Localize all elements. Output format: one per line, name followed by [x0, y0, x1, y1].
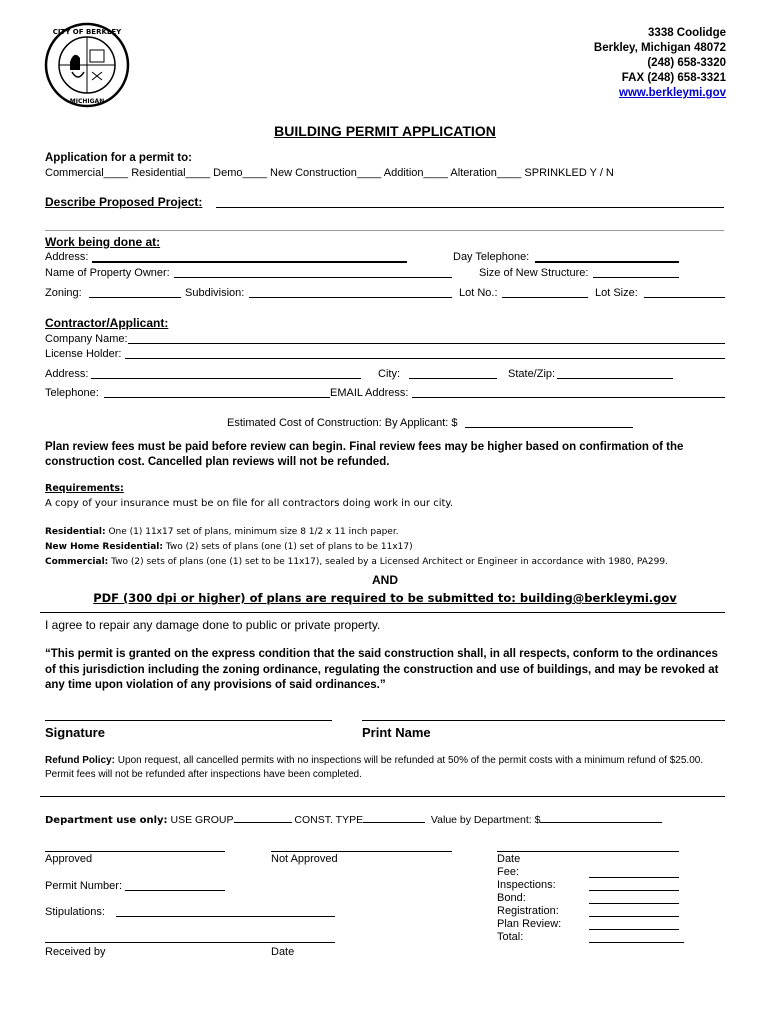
received-by-label: Received by	[45, 946, 106, 958]
refund-label: Refund Policy:	[45, 755, 116, 766]
right-date-label: Date	[497, 853, 521, 865]
email-field[interactable]	[412, 397, 725, 398]
new-home-requirement	[45, 542, 413, 552]
requirements-heading: Requirements:	[45, 483, 124, 494]
subdivision-label: Subdivision:	[185, 287, 245, 299]
department-row	[45, 812, 662, 826]
plan-review-field[interactable]	[589, 929, 679, 930]
company-label: Company Name:	[45, 333, 128, 345]
day-phone-label: Day Telephone:	[453, 251, 530, 263]
const-type-field[interactable]	[363, 812, 425, 823]
approved-label: Approved	[45, 853, 93, 865]
bond-label: Bond:	[497, 892, 526, 904]
refund-policy	[45, 754, 725, 782]
residential-label: Residential:	[45, 527, 106, 537]
and-separator: AND	[372, 573, 398, 587]
lot-size-field[interactable]	[644, 297, 725, 298]
value-label: Value by Department: $	[430, 814, 541, 826]
inspections-label: Inspections:	[497, 879, 556, 891]
signature-label: Signature	[45, 725, 105, 740]
permit-number-label: Permit Number:	[45, 880, 123, 892]
registration-field[interactable]	[589, 916, 679, 917]
not-approved-line[interactable]	[271, 851, 452, 852]
work-heading: Work being done at:	[45, 235, 161, 249]
received-date-label: Date	[271, 946, 295, 958]
zoning-field[interactable]	[89, 297, 181, 298]
insurance-requirement: A copy of your insurance must be on file for all contractors doing work in our city.	[45, 498, 454, 509]
fax-number: FAX (248) 658-3321	[621, 72, 726, 84]
work-address-label: Address:	[45, 251, 89, 263]
street-address: 3338 Coolidge	[648, 27, 726, 39]
approved-line[interactable]	[45, 851, 225, 852]
department-divider	[40, 796, 725, 797]
city-label: City:	[378, 368, 400, 380]
stipulations-field[interactable]	[116, 916, 335, 917]
city-state-zip: Berkley, Michigan 48072	[593, 42, 726, 54]
day-phone-field[interactable]	[535, 261, 679, 263]
permit-condition: “This permit is granted on the express condition that the said construction shall, in all respects, conform to the ordinances of this jurisdiction including the zoning ordinance, regulating the construction and use of buildings, and may be revoked at any time upon violation of any provisions of said ordinances.”	[45, 648, 719, 691]
residential-text: One (1) 11x17 set of plans, minimum size 8 1/2 x 11 inch paper.	[105, 527, 399, 537]
inspections-field[interactable]	[589, 890, 679, 891]
requirements-divider	[40, 612, 725, 613]
fee-field[interactable]	[589, 877, 679, 878]
residential-requirement	[45, 527, 399, 537]
svg-text:MICHIGAN: MICHIGAN	[69, 98, 105, 105]
work-address-field[interactable]	[92, 261, 407, 263]
plan-review-label: Plan Review:	[497, 918, 562, 930]
lot-size-label: Lot Size:	[595, 287, 638, 299]
value-field[interactable]	[540, 812, 662, 823]
city-seal	[44, 22, 130, 108]
structure-size-label: Size of New Structure:	[479, 267, 589, 279]
fees-notice: Plan review fees must be paid before review can begin. Final review fees may be higher based on confirmation of the construction cost. Cancelled plan reviews will not be refunded.	[45, 441, 684, 468]
page-title: BUILDING PERMIT APPLICATION	[274, 123, 496, 139]
telephone-label: Telephone:	[45, 387, 99, 399]
lot-no-label: Lot No.:	[459, 287, 498, 299]
zoning-label: Zoning:	[45, 287, 82, 299]
permit-types-options[interactable]: Commercial____ Residential____ Demo____ New Construction____ Addition____ Alteration____ SPRINKLED Y / N	[45, 167, 614, 179]
owner-field[interactable]	[174, 277, 452, 278]
total-field[interactable]	[589, 942, 684, 943]
license-field[interactable]	[125, 358, 725, 359]
department-label: Department use only:	[45, 815, 168, 826]
stipulations-label: Stipulations:	[45, 906, 105, 918]
svg-text:CITY OF BERKLEY: CITY OF BERKLEY	[52, 28, 122, 36]
contractor-address-label: Address:	[45, 368, 89, 380]
date-line[interactable]	[497, 851, 679, 852]
print-name-label: Print Name	[362, 725, 431, 740]
commercial-text: Two (2) sets of plans (one (1) set to be 11x17), sealed by a Licensed Architect or Engineer in accordance with 1980, PA299.	[108, 557, 668, 567]
header-address	[594, 26, 726, 101]
describe-project-field-2[interactable]	[45, 230, 724, 231]
owner-label: Name of Property Owner:	[45, 267, 170, 279]
estimated-cost-label: Estimated Cost of Construction: By Applicant: $	[227, 417, 458, 429]
registration-label: Registration:	[497, 905, 559, 917]
describe-project-field[interactable]	[216, 207, 724, 208]
lot-no-field[interactable]	[502, 297, 588, 298]
damage-agreement: I agree to repair any damage done to public or private property.	[45, 618, 381, 632]
describe-project-label: Describe Proposed Project:	[45, 195, 203, 209]
const-type-label: CONST. TYPE	[294, 814, 364, 826]
use-group-label: USE GROUP	[170, 814, 234, 826]
contractor-heading: Contractor/Applicant:	[45, 316, 169, 330]
commercial-requirement	[45, 557, 668, 567]
contractor-address-field[interactable]	[91, 378, 361, 379]
license-label: License Holder:	[45, 348, 122, 360]
company-field[interactable]	[128, 343, 725, 344]
commercial-label: Commercial:	[45, 557, 109, 567]
permit-types-heading: Application for a permit to:	[45, 152, 192, 164]
state-zip-field[interactable]	[557, 378, 673, 379]
website-link[interactable]: www.berkleymi.gov	[619, 87, 726, 99]
structure-size-field[interactable]	[593, 277, 679, 278]
new-home-label: New Home Residential:	[45, 542, 163, 552]
phone-number: (248) 658-3320	[647, 57, 726, 69]
fee-label: Fee:	[497, 866, 520, 878]
not-approved-label: Not Approved	[271, 853, 338, 865]
stipulations-field-2[interactable]	[45, 942, 335, 943]
state-zip-label: State/Zip:	[508, 368, 556, 380]
pdf-requirement: PDF (300 dpi or higher) of plans are required to be submitted to: building@berkleymi.gov	[93, 591, 677, 605]
bond-field[interactable]	[589, 903, 679, 904]
subdivision-field[interactable]	[249, 297, 452, 298]
estimated-cost-field[interactable]	[465, 427, 633, 428]
city-field[interactable]	[409, 378, 497, 379]
new-home-text: Two (2) sets of plans (one (1) set of plans to be 11x17)	[163, 542, 413, 552]
signature-field[interactable]	[45, 720, 332, 721]
total-label: Total:	[497, 931, 524, 943]
telephone-field[interactable]	[104, 397, 330, 398]
use-group-field[interactable]	[234, 812, 292, 823]
email-label: EMAIL Address:	[330, 387, 409, 399]
print-name-field[interactable]	[362, 720, 725, 721]
permit-number-field[interactable]	[125, 890, 225, 891]
refund-text: Upon request, all cancelled permits with no inspections will be refunded at 50% of the permit costs with a minimum refund of $25.00. Permit fees will not be refunded after inspections have been completed.	[45, 755, 704, 780]
